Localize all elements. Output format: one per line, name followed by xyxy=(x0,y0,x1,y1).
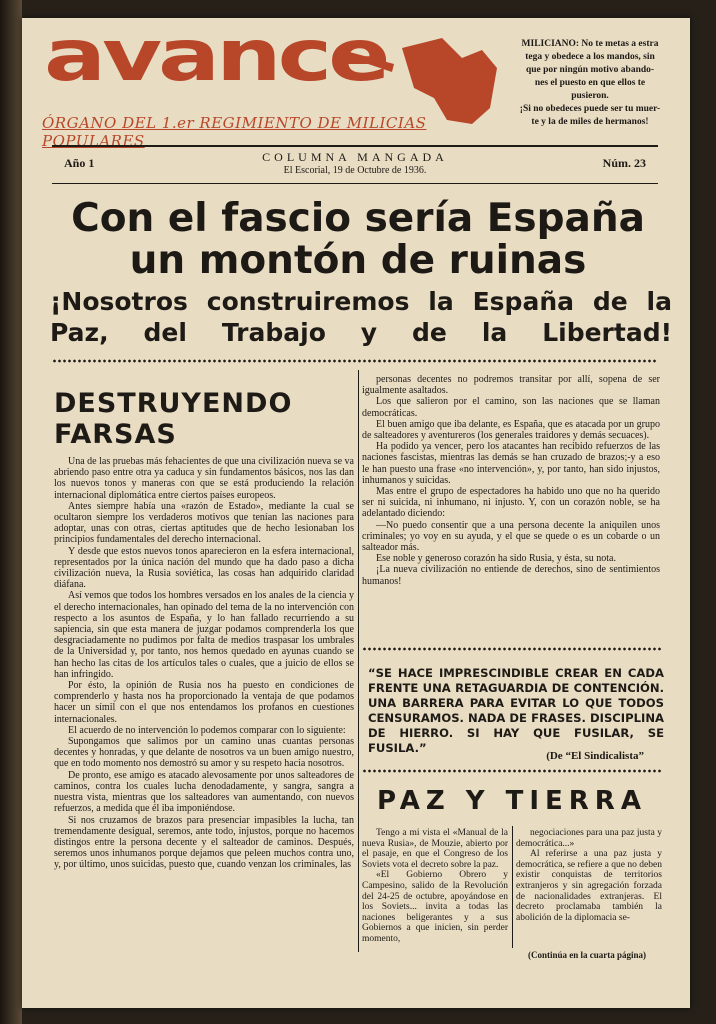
paragraph: Al referirse a una paz justa y democrática, se refiere a que no deben existir conquistas de territorios extranjeros y sin agregación forzada de nacionalidades extranjeras. El decreto proclamaba también la abolición de la diplomacia se- xyxy=(516,849,662,923)
logo-wordmark: avance xyxy=(44,18,387,98)
divider xyxy=(52,145,658,147)
newspaper-page xyxy=(22,18,690,1008)
star-divider xyxy=(52,358,658,364)
book-gutter xyxy=(0,0,22,1024)
slogan-line: que por ningún motivo abando- xyxy=(525,65,655,75)
paragraph: Mas entre el grupo de espectadores ha habido uno que no ha querido ser ni suicida, ni inhumano, ni injusto. Y, con un corazón noble, se ha adelantado diciendo: xyxy=(362,486,660,520)
paragraph: El buen amigo que iba delante, es España, que es atacada por un grupo de salteadores y aventureros (los generales traidores y demás secuaces). xyxy=(362,418,660,442)
paragraph: Una de las pruebas más fehacientes de que una civilización nueva se va abriendo paso entre otra ya caduca y sin fundamentos básicos, nos las dan los nuevos tonos y maneras con que se está produciendo la relación internacional diplomática entre ciertos países europeos. xyxy=(54,456,354,501)
article-title: PAZ Y TIERRA xyxy=(377,786,647,816)
article-column-right xyxy=(362,374,660,644)
article2-column-a xyxy=(362,828,508,952)
article2-column-b xyxy=(516,828,662,940)
paragraph: negociaciones para una paz justa y democrática...» xyxy=(516,828,662,849)
masthead-logo xyxy=(42,18,502,150)
paragraph: Y desde que estos nuevos tonos aparecieron en la esfera internacional, representados por la única nación del mundo que ha dado paso a dicha civilización nueva, la Rusia soviética, las cosas han adquirido claridad diáfana. xyxy=(54,545,354,591)
logo-subtitle: ÓRGANO DEL 1.er REGIMIENTO DE MILICIAS POPULARES xyxy=(42,114,427,150)
paragraph: De pronto, ese amigo es atacado alevosamente por unos salteadores de caminos, contra los cuales lucha denodadamente, y sangra, sangra a nuestra vista, mientras que los salteadores van aumentando, con nuevos refuerzos, a medida que él iba imponiéndose. xyxy=(54,769,354,815)
dateline xyxy=(52,148,658,180)
paragraph: Antes siempre había una «razón de Estado», mediante la cual se ocultaron siempre los verdaderos motivos que tenían las naciones para adoptar, unas con otras, ciertas aptitudes que de hecho lesionaban los principios fundamentales del derecho internacional. xyxy=(54,500,354,546)
paragraph: Supongamos que salimos por un camino unas cuantas personas decentes y honradas, y que delante de nosotros va un buen amigo nuestro, que en todo momento nos demostró su amor y su respeto hacia nosotros. xyxy=(54,736,354,770)
slogan-line: te y la de miles de hermanos! xyxy=(531,117,649,127)
issue-year: Año 1 xyxy=(64,156,95,170)
column-rule xyxy=(512,826,513,948)
masthead-slogan xyxy=(502,38,678,129)
paragraph: Ha podido ya vencer, pero los atacantes han recibido refuerzos de las naciones fascistas, mientras las demás se han cruzado de brazos;-y a eso le han puesto una frase «no intervención», y, por tanto, han sido injustos, inhumanos y suicidas. xyxy=(362,441,660,486)
paragraph: personas decentes no podremos transitar por allí, sopena de ser igualmente asaltados. xyxy=(362,374,660,397)
slogan-line: pusieron. xyxy=(571,91,609,101)
quote-source: (De “El Sindicalista” xyxy=(546,750,644,762)
star-divider xyxy=(362,768,662,774)
divider xyxy=(52,183,658,184)
slogan-line: nes el puesto en que ellos te xyxy=(534,78,646,88)
place-date: El Escorial, 19 de Octubre de 1936. xyxy=(283,165,427,176)
paragraph: Tengo a mi vista el «Manual de la nueva Rusia», de Mouzie, abierto por el pasaje, en que el Congreso de los Soviets vota el decreto sobre la paz. xyxy=(362,828,508,870)
headline-line: un montón de ruinas xyxy=(129,238,587,283)
article-column-left xyxy=(54,456,354,952)
continued-note: (Continúa en la cuarta página) xyxy=(527,950,646,960)
sub-headline: ¡Nosotros construiremos la España de la Paz, del Trabajo y de la Libertad! xyxy=(50,287,672,347)
paragraph: Así vemos que todos los hombres versados en los anales de la ciencia y el derecho internacionales, han opinado del tema de la no intervención con respecto a los asuntos de España, y lo han fallado recurriendo a su sapiencia, sin que esta manera de juzgar podamos comprenderla los que desgraciadamente no pudimos por falta de medios traspasar los umbrales de la Universidad y, por tanto, nos hemos quedado en ayunas cuando se han hecho las citas de los artículos tales o cuales, que a juicio de ellos se han infringido. xyxy=(54,590,354,680)
paragraph: Por ésto, la opinión de Rusia nos ha puesto en condiciones de comprenderlo y hasta nos ha proporcionado la ventaja de que podamos hacer un símil con el que nos entendamos los profanos en cuestiones internacionales. xyxy=(54,680,354,725)
paragraph: Si nos cruzamos de brazos para presenciar impasibles la lucha, tan tremendamente desigual, seremos, ante todo, injustos, porque no hacemos distingos entre la persona decente y el salteador de caminos. Después, seremos unos inhumanos porque dejamos que peleen muchos contra uno, y, por último, unos suicidas, puesto que, cuando venzan los criminales, las xyxy=(54,814,354,871)
slogan-line: ¡Si no obedeces puede ser tu muer- xyxy=(519,104,661,114)
column-name: COLUMNA MANGADA xyxy=(262,150,448,164)
slogan-line: tega y obedece a los mandos, sin xyxy=(525,52,655,62)
column-rule xyxy=(358,370,359,952)
main-headline xyxy=(42,198,674,282)
headline-line: Con el fascio sería España xyxy=(71,196,645,241)
pull-quote: “SE HACE IMPRESCINDIBLE CREAR EN CADA FRENTE UNA RETAGUARDIA DE CONTENCIÓN. UNA BARRERA PARA EVITAR LO QUE TODOS CENSURAMOS. NADA DE FRASES. DISCIPLINA DE HIERRO. SI HAY QUE FUSILAR, SE FUSILA.” xyxy=(368,666,664,755)
paragraph: «El Gobierno Obrero y Campesino, salido de la Revolución del 24-25 de octubre, apoyándose en los Soviets... invita a todas las naciones beligerantes y a sus Gobiernos a que inicien, sin perder momento, xyxy=(362,870,508,944)
paragraph: Ese noble y generoso corazón ha sido Rusia, y ésta, su nota. xyxy=(376,553,616,565)
issue-number: Núm. 23 xyxy=(602,156,646,170)
article-title: DESTRUYENDO FARSAS xyxy=(54,388,293,450)
star-divider xyxy=(362,646,662,652)
paragraph: ¡La nueva civilización no entiende de derechos, sino de sentimientos humanos! xyxy=(362,564,660,587)
slogan-line: MILICIANO: No te metas a estra xyxy=(521,39,659,49)
paragraph: El acuerdo de no intervención lo podemos comparar con lo siguiente: xyxy=(68,724,346,736)
paragraph: —No puedo consentir que a una persona decente la aniquilen unos criminales; yo voy en su ayuda, y el que se quede o es un cobarde o un salteador más. xyxy=(362,519,660,554)
paragraph: Los que salieron por el camino, son las naciones que se llaman democráticas. xyxy=(362,396,660,419)
